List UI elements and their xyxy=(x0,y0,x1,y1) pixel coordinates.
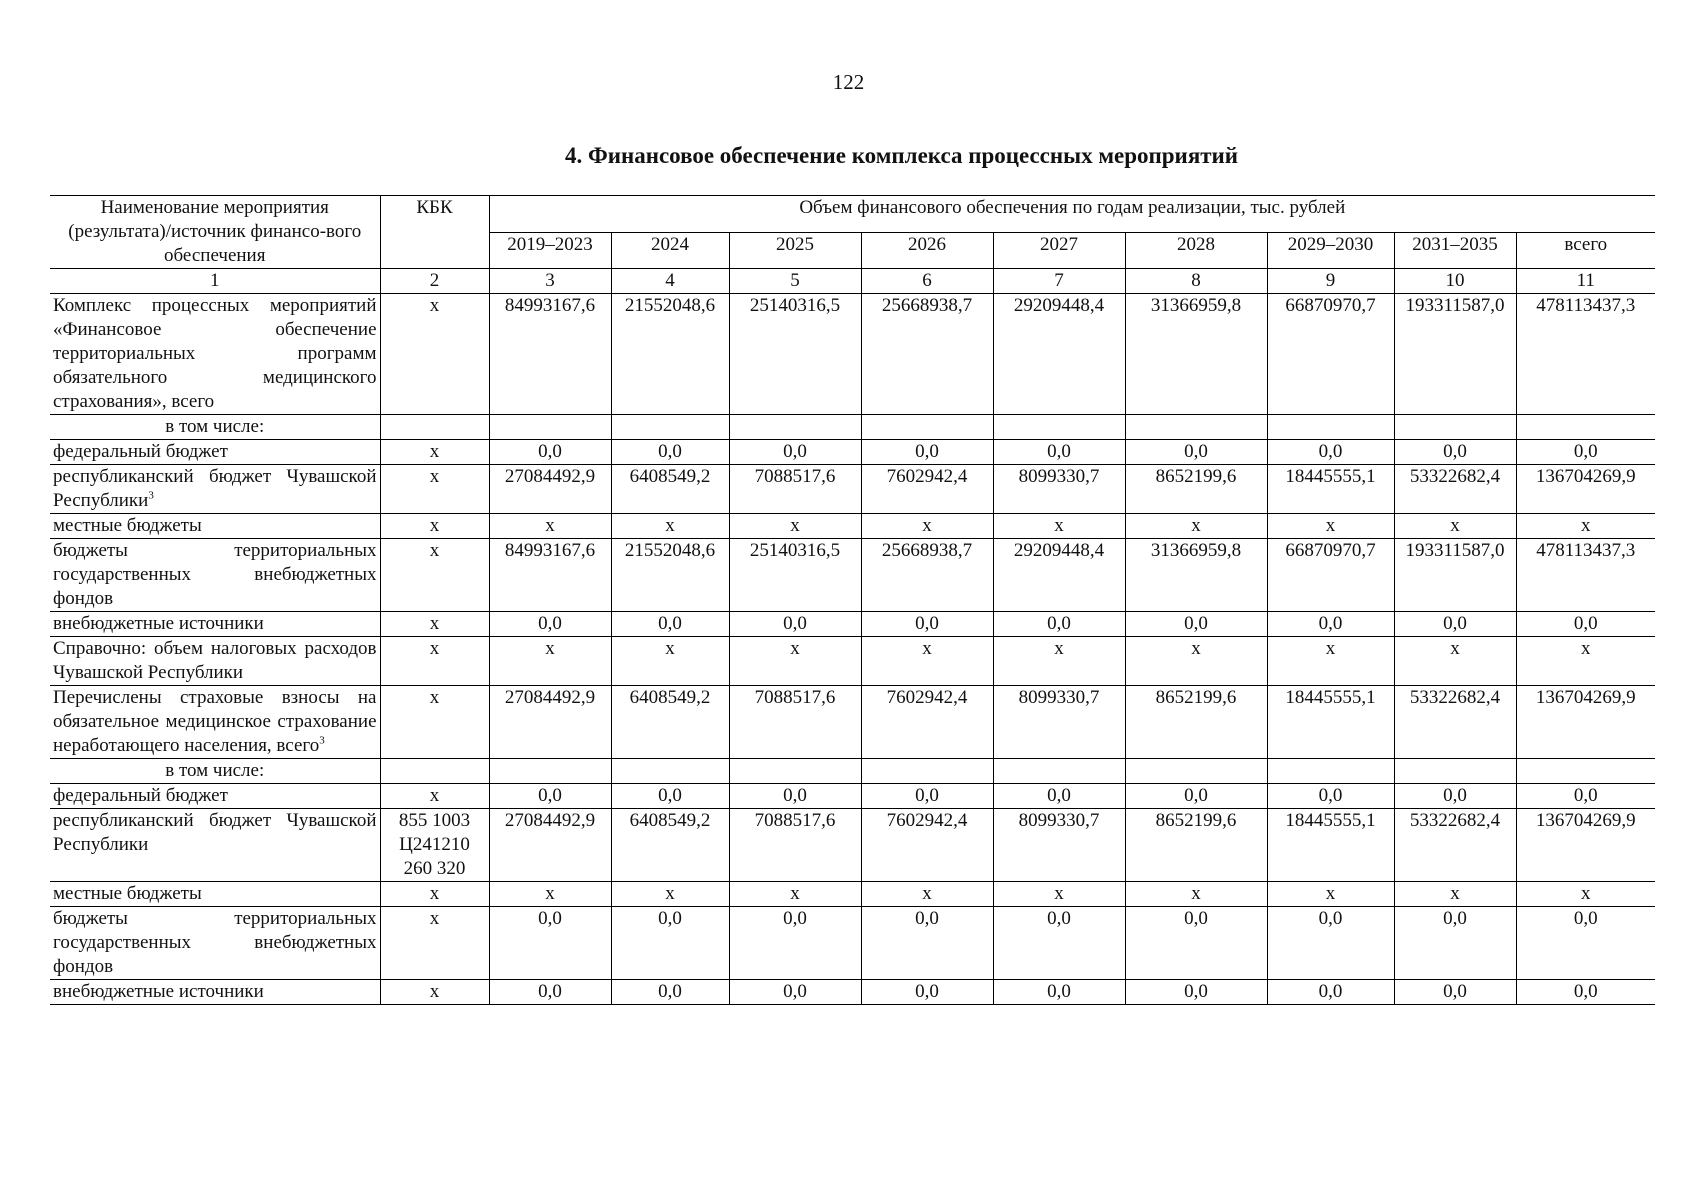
row-value: х xyxy=(861,514,993,539)
row-value: 0,0 xyxy=(729,612,861,637)
row-kbk: х xyxy=(380,784,489,809)
row-value xyxy=(729,415,861,440)
table-row xyxy=(50,294,1655,415)
row-value: х xyxy=(1394,514,1516,539)
row-name: внебюджетные источники xyxy=(50,980,380,1005)
row-value: 0,0 xyxy=(1394,907,1516,980)
row-value: х xyxy=(729,637,861,686)
row-name: бюджеты территориальных государственных внебюджетных фондов xyxy=(50,539,380,612)
row-value: х xyxy=(729,882,861,907)
row-value: 25140316,5 xyxy=(729,294,861,415)
column-number: 9 xyxy=(1267,269,1394,294)
row-value: 53322682,4 xyxy=(1394,809,1516,882)
column-number: 2 xyxy=(380,269,489,294)
row-value: х xyxy=(1125,514,1267,539)
row-value: 0,0 xyxy=(993,980,1125,1005)
row-value: 0,0 xyxy=(1516,440,1655,465)
row-value: 0,0 xyxy=(489,980,611,1005)
row-value: 7088517,6 xyxy=(729,809,861,882)
page-number: 122 xyxy=(832,70,865,94)
row-value xyxy=(993,415,1125,440)
column-number: 4 xyxy=(611,269,729,294)
row-value: 0,0 xyxy=(1516,784,1655,809)
row-value: 0,0 xyxy=(1516,612,1655,637)
row-value: 8099330,7 xyxy=(993,809,1125,882)
row-value: 478113437,3 xyxy=(1516,539,1655,612)
row-name: Справочно: объем налоговых расходов Чувашской Республики xyxy=(50,637,380,686)
row-value: 0,0 xyxy=(489,612,611,637)
row-value: 31366959,8 xyxy=(1125,539,1267,612)
column-number: 10 xyxy=(1394,269,1516,294)
row-value: х xyxy=(1394,637,1516,686)
row-value: 0,0 xyxy=(611,907,729,980)
row-value: х xyxy=(1516,882,1655,907)
row-value: 53322682,4 xyxy=(1394,465,1516,514)
row-value: 0,0 xyxy=(861,612,993,637)
row-value: 0,0 xyxy=(861,784,993,809)
row-value: х xyxy=(1394,882,1516,907)
column-number: 8 xyxy=(1125,269,1267,294)
row-value: 0,0 xyxy=(1394,612,1516,637)
row-value: х xyxy=(611,882,729,907)
row-value: 0,0 xyxy=(729,440,861,465)
table-row xyxy=(50,882,1655,907)
row-value xyxy=(729,759,861,784)
row-value: х xyxy=(993,514,1125,539)
row-kbk: 855 1003 Ц241210 260 320 xyxy=(380,809,489,882)
row-value: 136704269,9 xyxy=(1516,465,1655,514)
row-value: 66870970,7 xyxy=(1267,294,1394,415)
row-kbk: х xyxy=(380,465,489,514)
row-value: 0,0 xyxy=(1125,980,1267,1005)
row-value: х xyxy=(489,882,611,907)
header-year: 2026 xyxy=(861,232,993,269)
row-value xyxy=(1394,759,1516,784)
row-name: местные бюджеты xyxy=(50,514,380,539)
row-kbk: х xyxy=(380,612,489,637)
row-value: 66870970,7 xyxy=(1267,539,1394,612)
row-value: 0,0 xyxy=(1267,907,1394,980)
row-value: х xyxy=(729,514,861,539)
row-name: в том числе: xyxy=(50,415,380,440)
row-value: х xyxy=(861,882,993,907)
row-value: 0,0 xyxy=(993,784,1125,809)
row-value: х xyxy=(993,637,1125,686)
row-kbk: х xyxy=(380,637,489,686)
column-number: 1 xyxy=(50,269,380,294)
row-value: 84993167,6 xyxy=(489,294,611,415)
row-value: 0,0 xyxy=(1125,440,1267,465)
header-volume: Объем финансового обеспечения по годам реализации, тыс. рублей xyxy=(489,196,1655,233)
financing-table xyxy=(50,195,1655,1005)
row-value xyxy=(1516,415,1655,440)
row-value: 6408549,2 xyxy=(611,686,729,759)
row-value: 8652199,6 xyxy=(1125,686,1267,759)
row-value: 18445555,1 xyxy=(1267,809,1394,882)
footnote-mark: 3 xyxy=(319,734,325,747)
footnote-mark: 3 xyxy=(148,489,154,502)
row-name: бюджеты территориальных государственных внебюджетных фондов xyxy=(50,907,380,980)
row-value xyxy=(861,415,993,440)
row-value xyxy=(1394,415,1516,440)
row-kbk xyxy=(380,415,489,440)
row-value: 25140316,5 xyxy=(729,539,861,612)
row-value: 478113437,3 xyxy=(1516,294,1655,415)
row-value: х xyxy=(611,514,729,539)
row-value: 0,0 xyxy=(993,612,1125,637)
header-year: 2031–2035 xyxy=(1394,232,1516,269)
row-name: Перечислены страховые взносы на обязательное медицинское страхование неработающего населения, всего$^3$ xyxy=(50,686,380,759)
row-value: 0,0 xyxy=(1125,612,1267,637)
row-value: 7602942,4 xyxy=(861,809,993,882)
row-value: 0,0 xyxy=(489,440,611,465)
table-row xyxy=(50,809,1655,882)
header-year: всего xyxy=(1516,232,1655,269)
column-number: 11 xyxy=(1516,269,1655,294)
row-value: 0,0 xyxy=(729,907,861,980)
row-value: 7602942,4 xyxy=(861,686,993,759)
row-name: местные бюджеты xyxy=(50,882,380,907)
table-row xyxy=(50,539,1655,612)
row-value: 29209448,4 xyxy=(993,539,1125,612)
column-number: 5 xyxy=(729,269,861,294)
row-value: 25668938,7 xyxy=(861,294,993,415)
row-kbk: х xyxy=(380,882,489,907)
row-value: х xyxy=(489,514,611,539)
row-value: 0,0 xyxy=(729,784,861,809)
row-value: 0,0 xyxy=(993,907,1125,980)
row-value: х xyxy=(1516,637,1655,686)
row-value: 0,0 xyxy=(1516,980,1655,1005)
column-number: 7 xyxy=(993,269,1125,294)
row-kbk: х xyxy=(380,294,489,415)
row-value: 27084492,9 xyxy=(489,686,611,759)
row-kbk: х xyxy=(380,514,489,539)
row-value: 0,0 xyxy=(611,784,729,809)
row-value: 21552048,6 xyxy=(611,539,729,612)
document-title: 4. Финансовое обеспечение комплекса процессных мероприятий xyxy=(564,143,1239,168)
row-value xyxy=(611,415,729,440)
row-value: х xyxy=(1516,514,1655,539)
row-value xyxy=(611,759,729,784)
row-value: 0,0 xyxy=(489,784,611,809)
row-value: 29209448,4 xyxy=(993,294,1125,415)
column-number: 6 xyxy=(861,269,993,294)
row-value: 0,0 xyxy=(611,980,729,1005)
row-value: х xyxy=(1125,882,1267,907)
row-name: внебюджетные источники xyxy=(50,612,380,637)
row-value: х xyxy=(489,637,611,686)
row-value: 8099330,7 xyxy=(993,686,1125,759)
table-row xyxy=(50,440,1655,465)
table-row xyxy=(50,759,1655,784)
row-value: 6408549,2 xyxy=(611,465,729,514)
row-value: 193311587,0 xyxy=(1394,539,1516,612)
header-kbk: КБК xyxy=(380,196,489,269)
row-value: х xyxy=(1267,882,1394,907)
row-value: 8652199,6 xyxy=(1125,465,1267,514)
row-value: 25668938,7 xyxy=(861,539,993,612)
row-value: 136704269,9 xyxy=(1516,809,1655,882)
row-value: 0,0 xyxy=(861,440,993,465)
row-value: 6408549,2 xyxy=(611,809,729,882)
row-value: 0,0 xyxy=(1516,907,1655,980)
row-value: 0,0 xyxy=(1394,784,1516,809)
row-value: 0,0 xyxy=(1394,980,1516,1005)
header-name: Наименование мероприятия (результата)/источник финансо-вого обеспечения xyxy=(50,196,380,269)
row-value: х xyxy=(993,882,1125,907)
table-row xyxy=(50,637,1655,686)
row-value: 0,0 xyxy=(1267,980,1394,1005)
table-row xyxy=(50,784,1655,809)
table-row xyxy=(50,415,1655,440)
row-value: 0,0 xyxy=(1267,784,1394,809)
table-row xyxy=(50,686,1655,759)
header-year: 2024 xyxy=(611,232,729,269)
row-value: 8652199,6 xyxy=(1125,809,1267,882)
row-value: 0,0 xyxy=(1267,612,1394,637)
row-value: 84993167,6 xyxy=(489,539,611,612)
table-row xyxy=(50,980,1655,1005)
row-name: республиканский бюджет Чувашской Республики$^3$ xyxy=(50,465,380,514)
row-value: 0,0 xyxy=(993,440,1125,465)
row-value: 53322682,4 xyxy=(1394,686,1516,759)
row-value xyxy=(1516,759,1655,784)
row-value xyxy=(1125,759,1267,784)
row-name: республиканский бюджет Чувашской Республики xyxy=(50,809,380,882)
row-value: 0,0 xyxy=(489,907,611,980)
row-value: 21552048,6 xyxy=(611,294,729,415)
table-row xyxy=(50,465,1655,514)
row-kbk: х xyxy=(380,440,489,465)
header-column-numbers-row xyxy=(50,269,1655,294)
row-name: федеральный бюджет xyxy=(50,440,380,465)
row-value: 0,0 xyxy=(611,440,729,465)
row-value: х xyxy=(861,637,993,686)
row-value: 27084492,9 xyxy=(489,465,611,514)
row-value xyxy=(489,759,611,784)
row-name: в том числе: xyxy=(50,759,380,784)
table-row xyxy=(50,612,1655,637)
row-value: 0,0 xyxy=(861,907,993,980)
row-value: 7088517,6 xyxy=(729,686,861,759)
row-value: 0,0 xyxy=(611,612,729,637)
row-value: 0,0 xyxy=(1267,440,1394,465)
row-value: 8099330,7 xyxy=(993,465,1125,514)
header-year: 2027 xyxy=(993,232,1125,269)
row-value xyxy=(1267,759,1394,784)
row-value xyxy=(1267,415,1394,440)
row-value: 0,0 xyxy=(861,980,993,1005)
row-value: 18445555,1 xyxy=(1267,686,1394,759)
row-value: 0,0 xyxy=(1125,784,1267,809)
header-year: 2025 xyxy=(729,232,861,269)
row-value: 31366959,8 xyxy=(1125,294,1267,415)
row-value: 7602942,4 xyxy=(861,465,993,514)
row-name: федеральный бюджет xyxy=(50,784,380,809)
row-value: х xyxy=(1267,637,1394,686)
row-kbk: х xyxy=(380,539,489,612)
row-name: Комплекс процессных мероприятий «Финансовое обеспечение территориальных программ обязательного медицинского страхования», всего xyxy=(50,294,380,415)
row-value: 0,0 xyxy=(1394,440,1516,465)
row-kbk: х xyxy=(380,980,489,1005)
row-value: х xyxy=(611,637,729,686)
header-row-1 xyxy=(50,196,1655,233)
row-value: х xyxy=(1267,514,1394,539)
row-value xyxy=(1125,415,1267,440)
row-value: 193311587,0 xyxy=(1394,294,1516,415)
row-value: 27084492,9 xyxy=(489,809,611,882)
row-value: х xyxy=(1125,637,1267,686)
header-year: 2029–2030 xyxy=(1267,232,1394,269)
row-value: 136704269,9 xyxy=(1516,686,1655,759)
row-value: 18445555,1 xyxy=(1267,465,1394,514)
row-kbk: х xyxy=(380,686,489,759)
row-value xyxy=(489,415,611,440)
row-kbk: х xyxy=(380,907,489,980)
row-value: 7088517,6 xyxy=(729,465,861,514)
table-row xyxy=(50,907,1655,980)
row-value: 0,0 xyxy=(1125,907,1267,980)
column-number: 3 xyxy=(489,269,611,294)
header-year: 2028 xyxy=(1125,232,1267,269)
table-row xyxy=(50,514,1655,539)
row-kbk xyxy=(380,759,489,784)
row-value xyxy=(993,759,1125,784)
row-value: 0,0 xyxy=(729,980,861,1005)
header-year: 2019–2023 xyxy=(489,232,611,269)
row-value xyxy=(861,759,993,784)
